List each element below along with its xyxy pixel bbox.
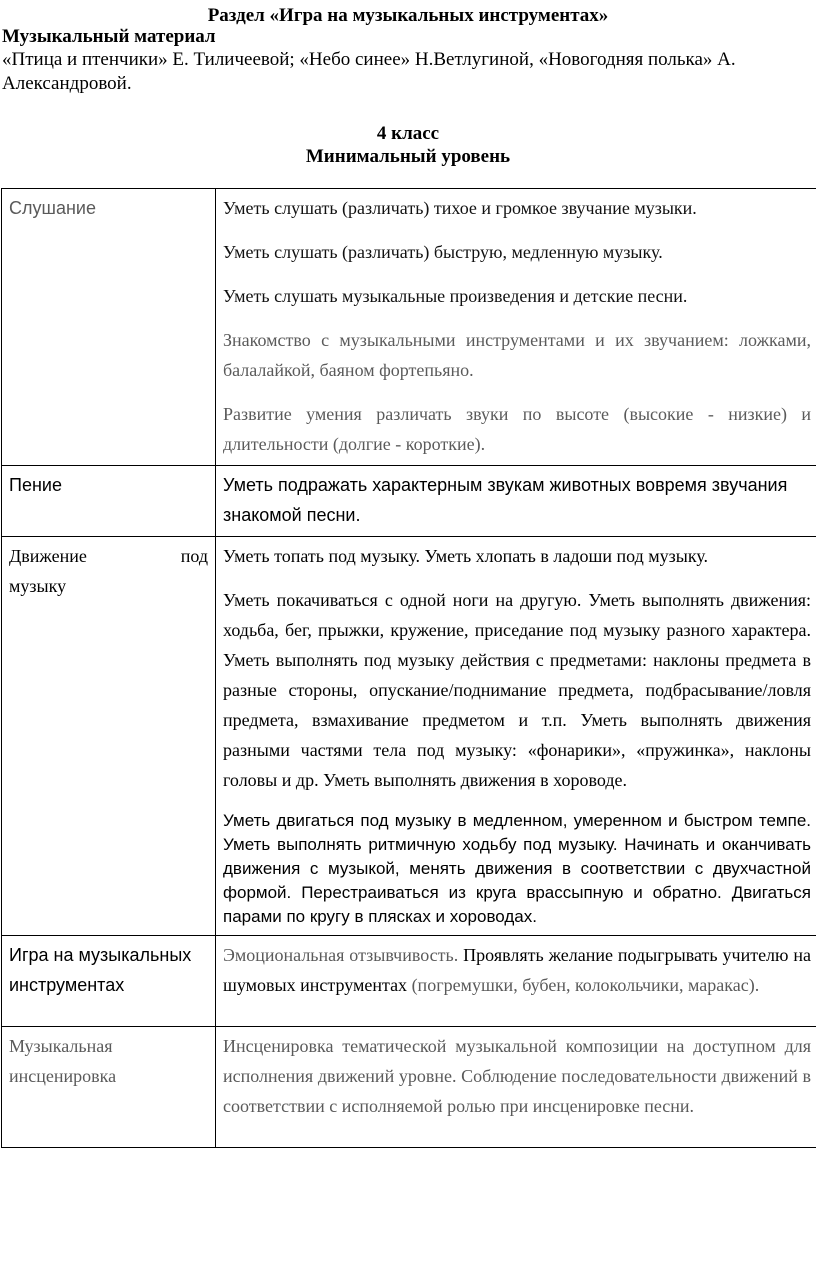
row-body-listening bbox=[216, 189, 816, 466]
list-item: Инсценировка тематической музыкальной композиции на доступном для исполнения движений уровне. Соблюдение последовательности движений в соответствии с исполняемой ролью при инсценировке песни. bbox=[223, 1036, 811, 1116]
row-body-instruments bbox=[216, 936, 816, 1027]
table-row bbox=[2, 936, 816, 1027]
skills-table bbox=[1, 188, 816, 1148]
text-span: Проявлять желание подыгрывать учителю на шумовых инструментах bbox=[223, 945, 812, 995]
row-label-staging: Музыкальная инсценировка bbox=[2, 1027, 216, 1148]
list-item: Развитие умения различать звуки по высоте (высокие - низкие) и длительности (долгие - короткие). bbox=[223, 404, 811, 454]
material-text: «Птица и птенчики» Е. Тиличеевой; «Небо синее» Н.Ветлугиной, «Новогодняя полька» А. Александровой. bbox=[2, 49, 736, 94]
section-title: Раздел «Игра на музыкальных инструментах» bbox=[207, 5, 609, 26]
table-row bbox=[2, 466, 816, 537]
grade-heading: 4 класс bbox=[376, 123, 440, 144]
row-body-movement bbox=[216, 537, 816, 936]
row-body-staging bbox=[216, 1027, 816, 1148]
text-span: Эмоциональная отзывчивость. bbox=[223, 945, 459, 965]
list-item: Уметь подражать характерным звукам животных вовремя звучания знакомой песни. bbox=[223, 475, 788, 525]
list-item: Уметь слушать музыкальные произведения и детские песни. bbox=[223, 286, 688, 306]
row-body-singing bbox=[216, 466, 816, 537]
table-row bbox=[2, 189, 816, 466]
text-span: (погремушки, бубен, колокольчики, маракас). bbox=[407, 975, 760, 995]
row-label-movement bbox=[2, 537, 216, 936]
list-item: Уметь топать под музыку. Уметь хлопать в ладоши под музыку. bbox=[223, 546, 709, 566]
list-item bbox=[223, 940, 811, 1000]
list-item: Уметь покачиваться с одной ноги на другую. Уметь выполнять движения: ходьба, бег, прыжки, кружение, приседание под музыку разного характера. Уметь выполнять под музыку действия с предметами: наклоны предмета в разные стороны, опускание/поднимание предмета, подбрасывание/ловля предмета, взмахивание предметом и т.п. Уметь выполнять движения разными частями тела под музыку: «фонарики», «пружинка», наклоны головы и др. Уметь выполнять движения в хороводе. bbox=[223, 590, 811, 790]
list-item: Уметь слушать (различать) быструю, медленную музыку. bbox=[223, 242, 663, 262]
material-heading: Музыкальный материал bbox=[2, 26, 216, 47]
row-label-listening: Слушание bbox=[2, 189, 216, 466]
label-word: Движение bbox=[9, 546, 87, 566]
list-item: Уметь двигаться под музыку в медленном, умеренном и быстром темпе. Уметь выполнять ритмичную ходьбу под музыку. Начинать и оканчивать движения с музыкой, менять движения в соответствии с двухчастной формой. Перестраиваться из круга врассыпную и обратно. Двигаться парами по кругу в плясках и хороводах. bbox=[223, 811, 811, 926]
label-word: музыку bbox=[9, 576, 67, 596]
list-item: Уметь слушать (различать) тихое и громкое звучание музыки. bbox=[223, 198, 697, 218]
spacer bbox=[223, 1000, 811, 1020]
table-row bbox=[2, 1027, 816, 1148]
level-heading: Минимальный уровень bbox=[305, 146, 511, 167]
table-row bbox=[2, 537, 816, 936]
row-label-singing: Пение bbox=[2, 466, 216, 537]
label-word: под bbox=[180, 546, 208, 566]
spacer bbox=[223, 1121, 811, 1141]
label-line bbox=[9, 541, 208, 571]
list-item: Знакомство с музыкальными инструментами и их звучанием: ложками, балалайкой, баяном фортепьяно. bbox=[223, 330, 811, 380]
row-label-instruments: Игра на музыкальных инструментах bbox=[2, 936, 216, 1027]
